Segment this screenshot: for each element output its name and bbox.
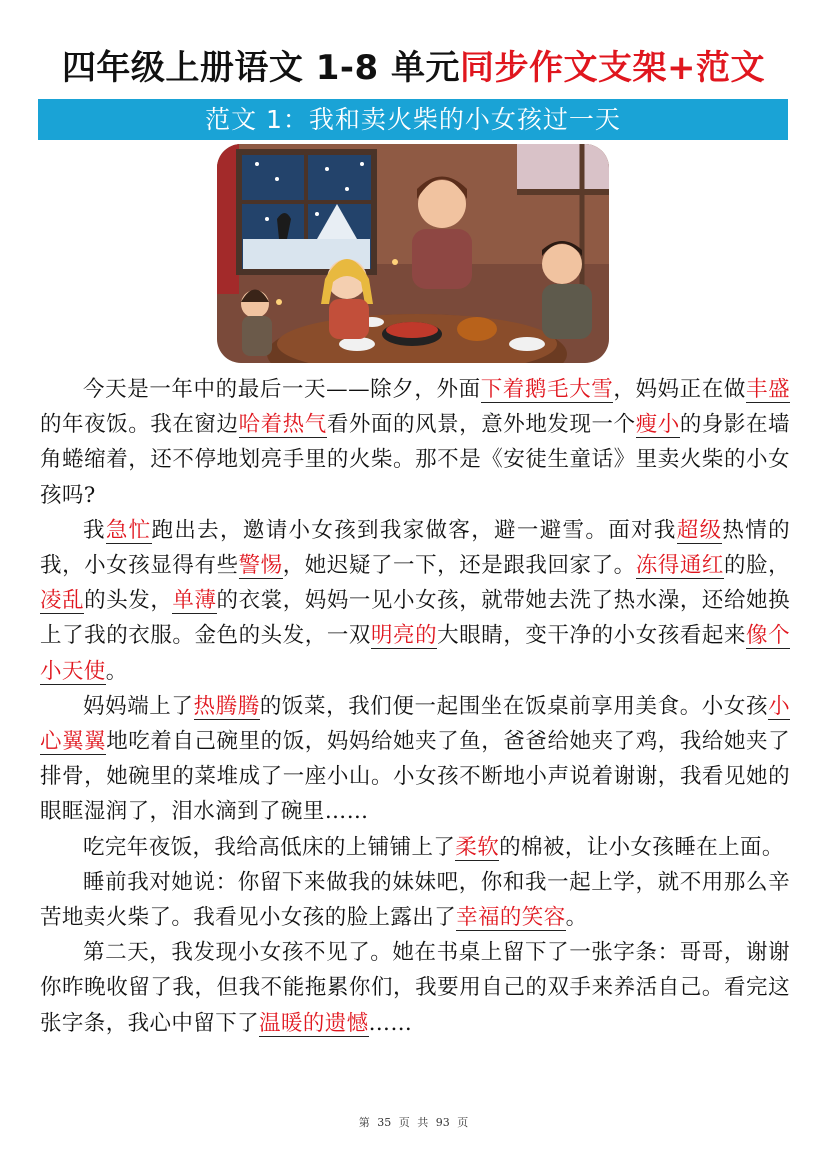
highlight-phrase: 下着鹅毛大雪 <box>480 377 614 402</box>
highlight-phrase: 柔软 <box>455 834 500 860</box>
text-run: …… <box>368 1010 413 1036</box>
text-run: 吃完年夜饭，我给高低床的上铺铺上了 <box>83 834 456 860</box>
highlight-phrase: 像个小天使 <box>40 623 790 684</box>
highlight-phrase: 警惕 <box>238 553 283 579</box>
text-run: 的饭菜，我们便一起围坐在饭桌前享用美食。小女孩 <box>259 693 769 719</box>
highlight-phrase: 冻得通红 <box>635 553 724 579</box>
text-run: 热情的我，小女孩显得有些 <box>40 517 790 579</box>
highlight-phrase: 温暖的遗憾 <box>259 1010 369 1036</box>
highlight-phrase: 幸福的笑容 <box>456 905 566 931</box>
paragraph-2 <box>40 513 790 689</box>
paragraph-6 <box>40 935 790 1041</box>
highlight-phrase: 哈着热气 <box>238 412 327 438</box>
text-run: ，妈妈正在做 <box>613 377 746 402</box>
text-run: 的头发， <box>84 588 173 614</box>
highlight-phrase: 热腾腾 <box>193 693 260 719</box>
highlight-phrase: 明亮的 <box>370 623 438 649</box>
highlight-phrase: 小心翼翼 <box>40 693 791 755</box>
text-run: 今天是一年中的最后一天——除夕，外面 <box>83 377 481 402</box>
text-run: 的身影在墙角蜷缩着，还不停地划亮手里的火柴。那不是《安徒生童话》里卖火柴的小女孩吗? <box>40 412 790 508</box>
illustration-image <box>217 144 609 363</box>
essay-banner: 范文 1：我和卖火柴的小女孩过一天 <box>38 99 788 140</box>
paragraph-1 <box>40 372 790 513</box>
text-run: 的棉被，让小女孩睡在上面。 <box>499 834 784 860</box>
text-run: 看外面的风景，意外地发现一个 <box>326 412 636 438</box>
text-run: 睡前我对她说：你留下来做我的妹妹吧，你和我一起上学，就不用那么辛苦地卖火柴了。我看见小女孩的脸上露出了 <box>40 869 790 931</box>
title-black-part: 四年级上册语文 1-8 单元 <box>61 48 461 88</box>
highlight-phrase: 瘦小 <box>635 412 680 438</box>
title-red-part: 同步作文支架+范文 <box>460 48 766 88</box>
text-run: ，她迟疑了一下，还是跟我回家了。 <box>282 553 636 579</box>
highlight-phrase: 丰盛 <box>745 377 790 402</box>
text-run: 的年夜饭。我在窗边 <box>40 412 239 438</box>
text-run: 的衣裳，妈妈一见小女孩，就带她去洗了热水澡，还给她换上了我的衣服。金色的头发，一双 <box>40 588 790 649</box>
paragraph-3 <box>40 689 790 830</box>
text-run: 的脸， <box>723 553 790 579</box>
highlight-phrase: 急忙 <box>105 517 152 543</box>
highlight-phrase: 凌乱 <box>40 588 85 614</box>
paragraph-4 <box>40 830 790 865</box>
essay-body <box>40 372 790 1041</box>
text-run: 地吃着自己碗里的饭，妈妈给她夹了鱼，爸爸给她夹了鸡，我给她夹了排骨，她碗里的菜堆成了一座小山。小女孩不断地小声说着谢谢，我看见她的眼眶湿润了，泪水滴到了碗里…… <box>40 729 791 825</box>
text-run: 。 <box>105 658 128 684</box>
paragraph-5 <box>40 865 790 935</box>
text-run: 跑出去，邀请小女孩到我家做客，避一避雪。面对我 <box>151 517 677 543</box>
text-run: 大眼睛，变干净的小女孩看起来 <box>437 623 746 649</box>
page-number: 第 35 页 共 93 页 <box>358 1116 469 1129</box>
page-title <box>0 44 827 92</box>
text-run: 妈妈端上了 <box>83 693 194 719</box>
text-run: 我 <box>83 517 106 543</box>
text-run: 。 <box>565 905 588 931</box>
text-run: 第二天，我发现小女孩不见了。她在书桌上留下了一张字条：哥哥，谢谢你昨晚收留了我，但我不能拖累你们，我要用自己的双手来养活自己。看完这张字条，我心中留下了 <box>40 940 790 1036</box>
highlight-phrase: 单薄 <box>172 588 217 614</box>
highlight-phrase: 超级 <box>676 517 723 543</box>
